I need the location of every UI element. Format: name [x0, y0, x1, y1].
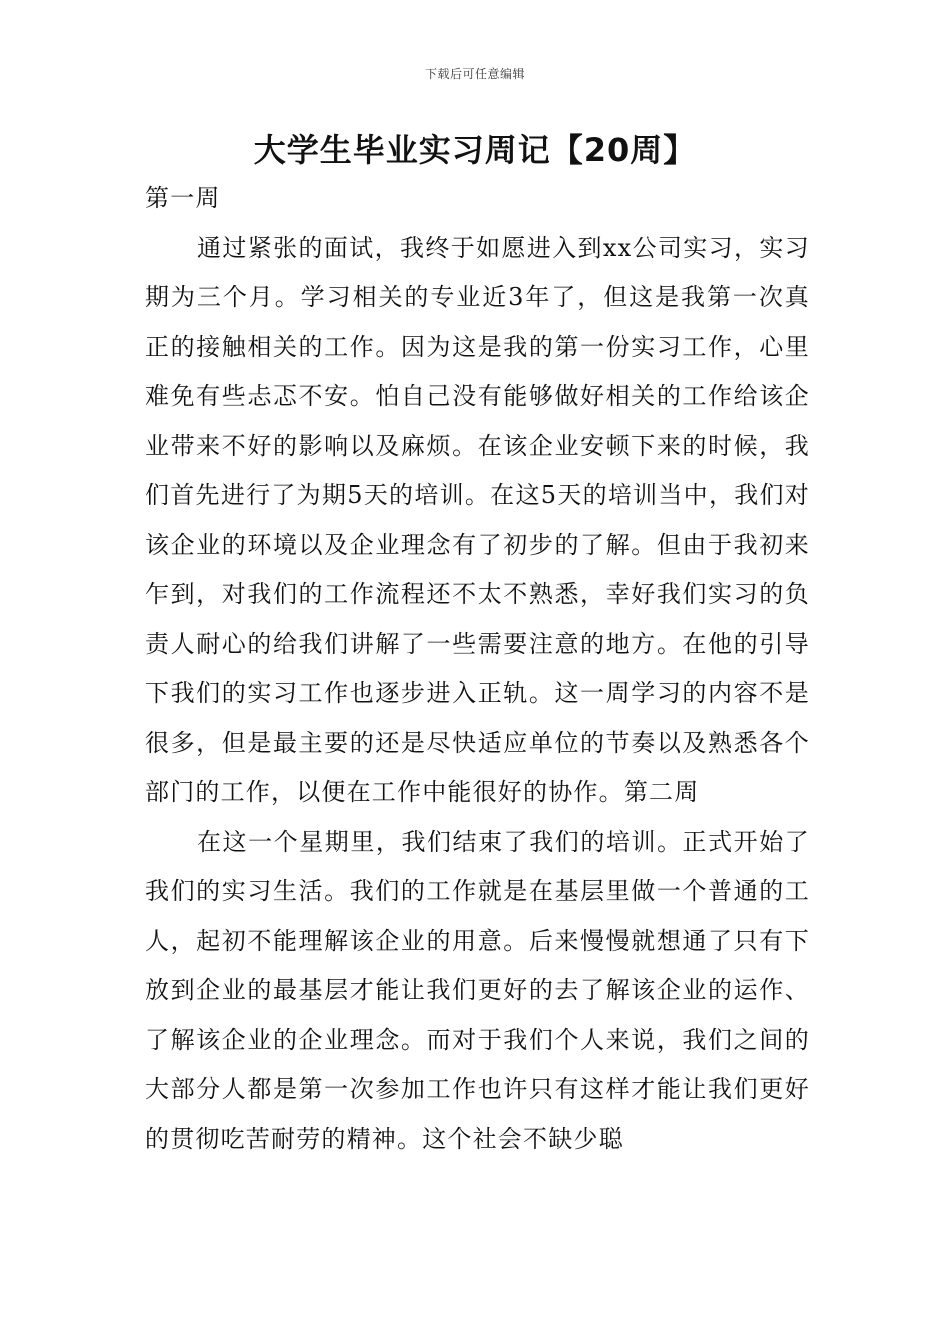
week-1-paragraph-text: 通过紧张的面试，我终于如愿进入到xx公司实习，实习期为三个月。学习相关的专业近3年了，但这是我第一次真正的接触相关的工作。因为这是我的第一份实习工作，心里难免有些忐忑不安。怕自己没有能够做好相关的工作给该企业带来不好的影响以及麻烦。在该企业安顿下来的时候，我们首先进行了为期5天的培训。在这5天的培训当中，我们对该企业的环境以及企业理念有了初步的了解。但由于我初来乍到，对我们的工作流程还不太不熟悉，幸好我们实习的负责人耐心的给我们讲解了一些需要注意的地方。在他的引导下我们的实习工作也逐步进入正轨。这一周学习的内容不是很多，但是最主要的还是尽快适应单位的节奏以及熟悉各个部门的工作，以便在工作中能很好的协作。: [145, 233, 810, 806]
document-title: 大学生毕业实习周记【20周】: [253, 131, 697, 169]
week-2-paragraph: 在这一个星期里，我们结束了我们的培训。正式开始了我们的实习生活。我们的工作就是在基层里做一个普通的工人，起初不能理解该企业的用意。后来慢慢就想通了只有下放到企业的最基层才能让我们更好的去了解该企业的运作、了解该企业的企业理念。而对于我们个人来说，我们之间的大部分人都是第一次参加工作也许只有这样才能让我们更好的贯彻吃苦耐劳的精神。这个社会不缺少聪: [145, 827, 810, 1153]
week-2-heading: 第二周: [623, 778, 700, 806]
week-1-heading: 第一周: [145, 184, 221, 212]
week-1-paragraph: [145, 224, 810, 818]
document-body: [145, 174, 810, 1164]
page-header-note: 下载后可任意编辑: [424, 67, 525, 81]
